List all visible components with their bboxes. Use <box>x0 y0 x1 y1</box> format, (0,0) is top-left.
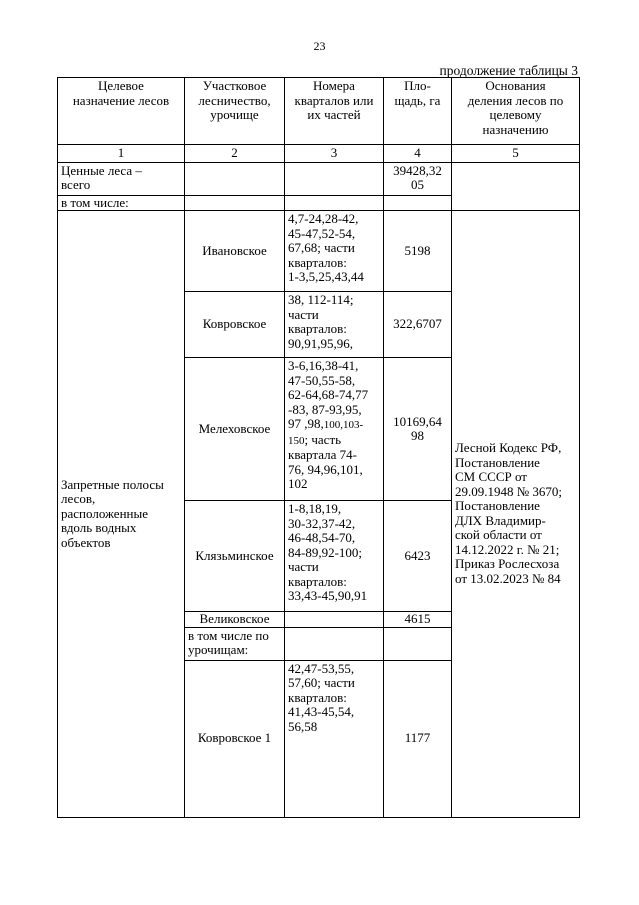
district-ivanovskoe: Ивановское <box>185 211 285 292</box>
tract-kovrovskoe-1: Ковровское 1 <box>185 660 285 817</box>
forbidden-strips-label: Запретные полосы лесов, расположенные вдоль водных объектов <box>58 211 185 818</box>
column-number: 5 <box>452 145 580 163</box>
empty-cell <box>185 162 285 195</box>
empty-cell <box>384 195 452 211</box>
table-continuation-caption: продолжение таблицы 3 <box>439 63 578 78</box>
empty-cell <box>285 612 384 628</box>
quarters-melekhovskoe-part-a: 3-6,16,38-41, 47-50,55-58, 62-64,68-74,77 -83, 87-93,95, 97 ,98, <box>288 358 369 431</box>
district-melekhovskoe: Мелеховское <box>185 358 285 501</box>
empty-cell <box>285 627 384 660</box>
quarters-melekhovskoe-small: 100,103- 150 <box>288 419 364 447</box>
district-klyazminskoe: Клязьминское <box>185 501 285 612</box>
header-purpose: Целевое назначение лесов <box>58 78 185 145</box>
header-area: Пло- щадь, га <box>384 78 452 145</box>
empty-cell <box>384 627 452 660</box>
quarters-melekhovskoe <box>285 358 384 501</box>
valuable-forests-area: 39428,32 05 <box>384 162 452 195</box>
area-velikovskoe: 4615 <box>384 612 452 628</box>
header-quarters: Номера кварталов или их частей <box>285 78 384 145</box>
column-number: 1 <box>58 145 185 163</box>
quarters-kovrovskoe-1: 42,47-53,55, 57,60; части кварталов: 41,43-45,54, 56,58 <box>285 660 384 817</box>
empty-cell <box>452 162 580 211</box>
empty-cell <box>185 195 285 211</box>
area-klyazminskoe: 6423 <box>384 501 452 612</box>
quarters-klyazminskoe: 1-8,18,19, 30-32,37-42, 46-48,54-70, 84-89,92-100; части кварталов: 33,43-45,90,91 <box>285 501 384 612</box>
page-number: 23 <box>313 39 326 53</box>
district-kovrovskoe: Ковровское <box>185 292 285 358</box>
including-label: в том числе: <box>58 195 185 211</box>
header-basis: Основания деления лесов по целевому назначению <box>452 78 580 145</box>
quarters-kovrovskoe: 38, 112-114; части кварталов: 90,91,95,96, <box>285 292 384 358</box>
forest-purpose-table <box>57 77 580 818</box>
area-melekhovskoe: 10169,64 98 <box>384 358 452 501</box>
column-number: 4 <box>384 145 452 163</box>
area-ivanovskoe: 5198 <box>384 211 452 292</box>
table-row <box>58 162 580 195</box>
column-number-row <box>58 145 580 163</box>
table-row <box>58 211 580 292</box>
empty-cell <box>285 195 384 211</box>
empty-cell <box>285 162 384 195</box>
column-number: 2 <box>185 145 285 163</box>
tracts-label: в том числе по урочищам: <box>185 627 285 660</box>
valuable-forests-label: Ценные леса – всего <box>58 162 185 195</box>
column-number: 3 <box>285 145 384 163</box>
header-district: Участковое лесничество, урочище <box>185 78 285 145</box>
area-kovrovskoe: 322,6707 <box>384 292 452 358</box>
legal-basis: Лесной Кодекс РФ, Постановление СМ СССР от 29.09.1948 № 3670; Постановление ДЛХ Владимир- ской области от 14.12.2022 г. № 21; Приказ Рослесхоза от 13.02.2023 № 84 <box>452 211 580 818</box>
table-header-row <box>58 78 580 145</box>
quarters-melekhovskoe-part-b: ; часть квартала 74- 76, 94,96,101, 102 <box>288 431 363 491</box>
district-velikovskoe: Великовское <box>185 612 285 628</box>
area-kovrovskoe-1: 1177 <box>384 660 452 817</box>
quarters-ivanovskoe: 4,7-24,28-42, 45-47,52-54, 67,68; части кварталов: 1-3,5,25,43,44 <box>285 211 384 292</box>
